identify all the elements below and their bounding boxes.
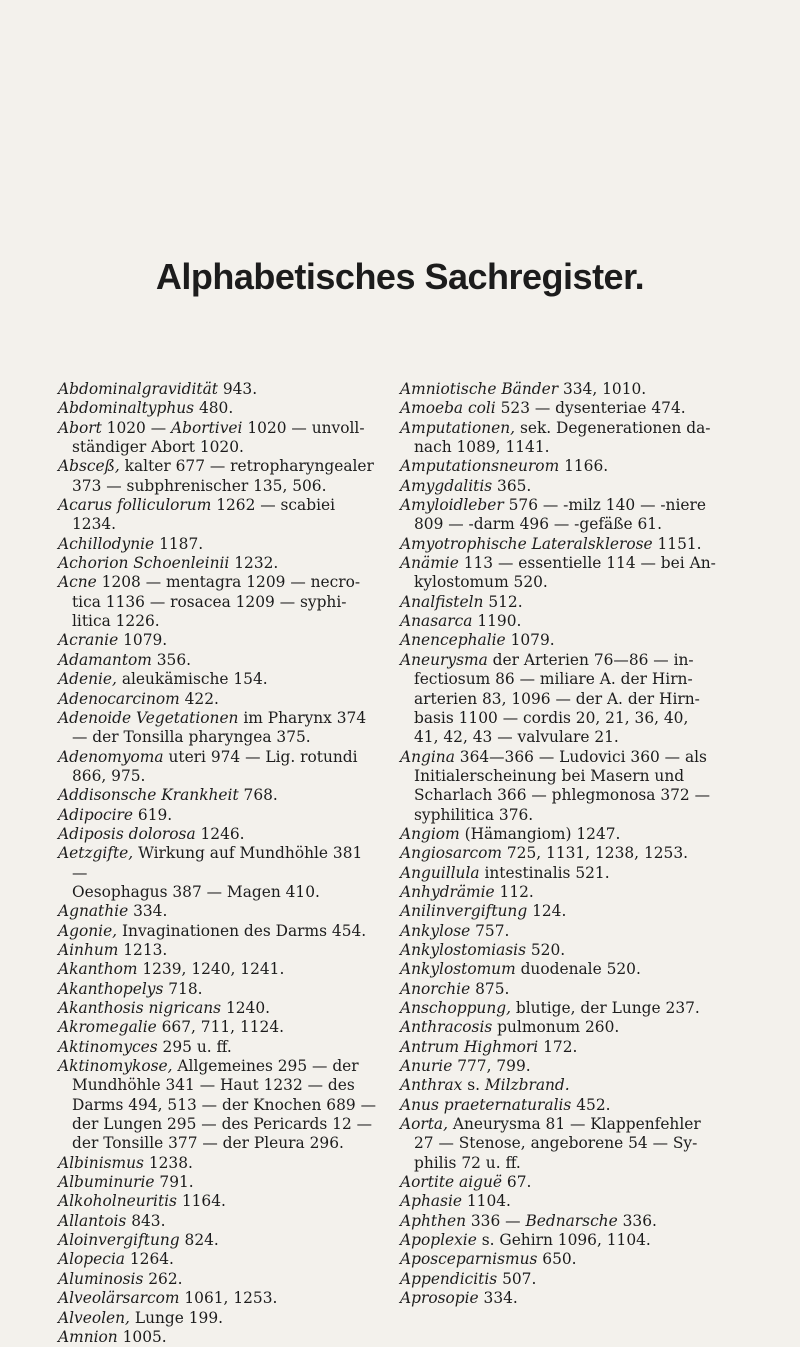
index-entry [58,535,378,554]
index-entry [400,1057,720,1076]
index-entry [58,1038,378,1057]
index-refs: 1104. [461,1192,511,1211]
index-entry [400,535,720,554]
index-entry [400,477,720,496]
index-term: Abdominaltyphus [58,399,195,418]
index-entry [58,380,378,399]
index-term: Abdominalgravidität [58,380,218,398]
index-term: Angiom [400,824,460,843]
index-refs: 365. [492,476,532,495]
index-refs: 1005. [117,1327,167,1346]
index-entry [400,941,720,960]
index-refs: uteri 974 — Lig. rotundi 866, 975. [72,747,358,785]
index-term: Alopecia [58,1250,125,1269]
index-refs: im Pharynx 374 — der Tonsilla pharyngea 375. [72,708,367,747]
index-entry [400,593,720,612]
index-entry [400,457,720,476]
index-refs: 507. [497,1269,537,1288]
index-term: Amyloidleber [400,496,504,515]
index-term: Analfisteln [400,592,484,611]
index-refs: 1164. [176,1192,226,1211]
index-refs: 824. [179,1231,219,1250]
index-term: Apoplexie [400,1231,477,1250]
index-term: Ankylostomum [400,960,516,979]
index-refs: 1190. [472,612,522,631]
index-entry [400,419,720,458]
index-entry [58,1328,378,1347]
index-entry [58,844,378,902]
index-entry [58,960,378,979]
index-term: Anthrax [400,1076,463,1095]
index-term: Anilinvergiftung [400,902,528,921]
index-refs: 295 u. ff. [157,1037,232,1056]
index-refs: der Arterien 76—86 — in- fectiosum 86 — miliare A. der Hirn- arterien 83, 1096 — der A. der Hirn- basis 1100 — cordis 20, 21, 36, 40, 41, 42, 43 — valvulare 21. [414,650,700,747]
index-term: Adipocire [58,805,134,824]
index-term: Agonie, [58,921,118,940]
index-refs: 667, 711, 1124. [156,1018,285,1037]
index-entry [400,631,720,650]
index-refs: 1020 — Abortivei 1020 — unvoll- ständiger Abort 1020. [72,418,365,457]
page-title: Alphabetisches Sachregister. [155,256,645,297]
index-term: Adamantom [58,650,152,669]
index-entry [58,1212,378,1231]
index-entry [58,748,378,787]
index-refs: 1208 — mentagra 1209 — necro- tica 1136 — rosacea 1209 — syphi- litica 1226. [72,573,361,631]
index-entry [400,960,720,979]
index-entry [58,690,378,709]
index-entry [58,825,378,844]
index-refs: 1232. [229,554,279,573]
index-entry [400,1018,720,1037]
index-refs: 512. [483,592,523,611]
index-entry [58,419,378,458]
index-refs: 843. [126,1211,166,1230]
index-term: Ankylose [400,921,471,940]
index-refs: 1151. [652,534,702,553]
index-refs: 943. [217,380,258,398]
index-refs: 757. [470,921,510,940]
index-term: Amnion [58,1327,118,1346]
index-entry [58,631,378,650]
index-entry [58,496,378,535]
index-refs: duodenale 520. [515,960,641,979]
index-refs: 725, 1131, 1238, 1253. [501,844,689,863]
index-term: Adenocarcinom [58,689,180,708]
index-entry [58,1154,378,1173]
index-term: Aetzgifte, [58,844,134,863]
index-term: Addisonsche Krankheit [58,786,239,805]
index-refs: 619. [133,805,173,824]
index-term: Anurie [400,1057,453,1076]
index-entry [400,922,720,941]
index-refs: 364—366 — Ludovici 360 — als Initialerscheinung bei Masern und Scharlach 366 — phlegmonosa 372 — syphilitica 376. [414,747,710,824]
index-refs: 1239, 1240, 1241. [137,960,285,979]
index-entry [400,883,720,902]
index-refs: 480. [194,399,234,418]
index-entry [58,1309,378,1328]
index-term: Alveolen, [58,1308,130,1327]
index-column-right [400,380,720,1309]
index-term: Amputationsneurom [400,457,560,476]
index-term: Akanthom [58,960,138,979]
index-term: Allantois [58,1211,127,1230]
index-refs: Lunge 199. [129,1308,224,1327]
index-term: Amyotrophische Lateralsklerose [400,534,653,553]
index-entry [400,1076,720,1095]
index-term: Adenomyoma [58,747,164,766]
index-term: Angina [400,747,455,766]
index-term: Achorion Schoenleinii [58,554,230,573]
index-refs: pulmonum 260. [492,1018,620,1037]
index-refs: 112. [494,882,534,901]
index-term: Ainhum [58,940,119,959]
index-term: Anencephalie [400,631,506,650]
index-entry [400,380,720,399]
index-refs: 356. [151,650,192,669]
index-refs: (Hämangiom) 1247. [459,824,621,843]
index-refs: 1079. [118,631,168,650]
index-refs: 172. [538,1037,578,1056]
index-term: Akromegalie [58,1018,157,1037]
index-refs: 576 — -milz 140 — -niere 809 — -darm 496 — -gefäße 61. [414,496,706,534]
index-term: Aortite aiguë [400,1173,503,1192]
index-refs: 777, 799. [452,1057,531,1076]
index-term: Amputationen, [400,418,516,437]
index-entry [58,1173,378,1192]
index-refs: 334. [478,1289,518,1308]
index-refs: 520. [526,940,566,959]
index-entry [58,980,378,999]
index-entry [400,902,720,921]
index-term: Adenie, [58,670,117,689]
index-refs: 650. [537,1250,577,1269]
index-term: Anus praeternaturalis [400,1095,572,1114]
index-term: Amniotische Bänder [400,380,559,398]
index-term: Antrum Highmori [400,1037,539,1056]
index-term: Aluminosis [58,1269,144,1288]
index-term: Aktinomyces [58,1037,158,1056]
index-entry [58,1270,378,1289]
index-entry [400,496,720,535]
index-refs: 1079. [505,631,555,650]
index-term: Amygdalitis [400,476,493,495]
index-term: Aphasie [400,1192,462,1211]
index-refs: kalter 677 — retropharyngealer 373 — subphrenischer 135, 506. [72,457,374,495]
index-entry [400,1096,720,1115]
index-refs: 1238. [143,1153,193,1172]
index-entry [58,999,378,1018]
index-refs: s. Gehirn 1096, 1104. [476,1231,651,1250]
index-term: Alkoholneuritis [58,1192,177,1211]
index-entry [400,1289,720,1308]
index-refs: 1240. [221,999,271,1017]
index-refs: blutige, der Lunge 237. [511,999,700,1017]
index-entry [58,399,378,418]
index-term: Agnathie [58,902,129,921]
index-refs: Invaginationen des Darms 454. [117,921,367,940]
index-term: Anorchie [400,979,471,998]
index-term: Aprosopie [400,1289,479,1308]
index-refs: 718. [163,979,203,998]
index-entry [400,999,720,1018]
index-entry [400,1231,720,1250]
index-refs: s. Milzbrand. [462,1076,570,1095]
index-refs: 334, 1010. [558,380,647,398]
index-entry [58,709,378,748]
index-refs: 523 — dysenteriae 474. [495,399,686,418]
index-entry [58,922,378,941]
index-refs: 1264. [124,1250,174,1269]
index-refs: aleukämische 154. [116,670,268,689]
index-term: Acne [58,573,97,592]
index-entry [400,612,720,631]
index-entry [58,1192,378,1211]
index-term: Aktinomykose, [58,1057,173,1076]
index-refs: 113 — essentielle 114 — bei An- kylostomum 520. [414,554,716,592]
index-refs: 875. [470,979,510,998]
index-entry [58,554,378,573]
index-entry [400,1038,720,1057]
index-term: Adenoide Vegetationen [58,708,239,727]
index-term: Albinismus [58,1153,144,1172]
index-refs: 1061, 1253. [179,1289,278,1308]
index-term: Anämie [400,554,459,573]
index-entry [58,941,378,960]
index-refs: 336 — Bednarsche 336. [466,1211,657,1230]
index-entry [400,554,720,593]
index-term: Anthracosis [400,1018,493,1037]
index-entry [58,786,378,805]
index-entry [58,1250,378,1269]
index-refs: 452. [571,1095,611,1114]
index-term: Akanthosis nigricans [58,999,222,1017]
index-term: Acranie [58,631,119,650]
index-term: Aphthen [400,1211,466,1230]
index-entry [58,902,378,921]
index-refs: Wirkung auf Mundhöhle 381 — Oesophagus 387 — Magen 410. [72,844,363,901]
index-term: Anhydrämie [400,882,495,901]
index-refs: 1246. [195,824,245,843]
index-refs: Aneurysma 81 — Klappenfehler 27 — Stenose, angeborene 54 — Sy- philis 72 u. ff. [414,1115,701,1172]
index-refs: 262. [143,1269,183,1288]
index-term: Aposceparnismus [400,1250,538,1269]
index-term: Anguillula [400,863,480,882]
index-entry [400,399,720,418]
index-term: Achillodynie [58,534,155,553]
index-entry [400,1173,720,1192]
index-entry [400,980,720,999]
index-column-left [58,380,378,1347]
index-refs: 1213. [118,940,168,959]
index-entry [58,457,378,496]
index-entry [58,1057,378,1154]
index-entry [400,1250,720,1269]
index-refs: 1166. [559,457,609,476]
index-entry [58,670,378,689]
index-entry [400,864,720,883]
index-entry [400,1192,720,1211]
index-refs: 124. [527,902,567,921]
index-term: Aorta, [400,1115,448,1134]
index-refs: 422. [179,689,219,708]
index-entry [400,844,720,863]
index-term: Aloinvergiftung [58,1231,180,1250]
index-refs: Allgemeines 295 — der Mundhöhle 341 — Haut 1232 — des Darms 494, 513 — der Knochen 689 — der Lungen 295 — des Pericards 12 — der Tonsille 377 — der Pleura 296. [72,1057,376,1153]
index-refs: 334. [128,902,168,921]
index-refs: 67. [502,1173,532,1192]
index-entry [58,573,378,631]
index-term: Absceß, [58,457,120,476]
index-entry [58,1018,378,1037]
index-entry [400,1212,720,1231]
index-refs: 1262 — scabiei 1234. [72,496,336,534]
index-term: Appendicitis [400,1269,498,1288]
index-term: Anschoppung, [400,999,511,1017]
index-entry [58,1289,378,1308]
index-entry [400,1270,720,1289]
index-entry [58,806,378,825]
index-entry [58,651,378,670]
index-term: Alveolärsarcom [58,1289,180,1308]
index-term: Anasarca [400,612,473,631]
index-entry [400,1115,720,1173]
index-entry [58,1231,378,1250]
index-refs: sek. Degenerationen da- nach 1089, 1141. [414,418,711,457]
index-term: Acarus folliculorum [58,496,212,515]
index-refs: 1187. [154,534,204,553]
index-entry [400,748,720,825]
index-term: Akanthopelys [58,979,164,998]
index-refs: intestinalis 521. [479,863,610,882]
index-refs: 791. [154,1173,194,1192]
index-term: Ankylostomiasis [400,940,526,959]
index-term: Adiposis dolorosa [58,824,196,843]
index-entry [400,825,720,844]
index-entry [400,651,720,748]
index-term: Albuminurie [58,1173,155,1192]
index-term: Aneurysma [400,650,488,669]
index-term: Abort [58,418,102,437]
index-term: Amoeba coli [400,399,496,418]
index-term: Angiosarcom [400,844,502,863]
index-refs: 768. [238,786,278,805]
